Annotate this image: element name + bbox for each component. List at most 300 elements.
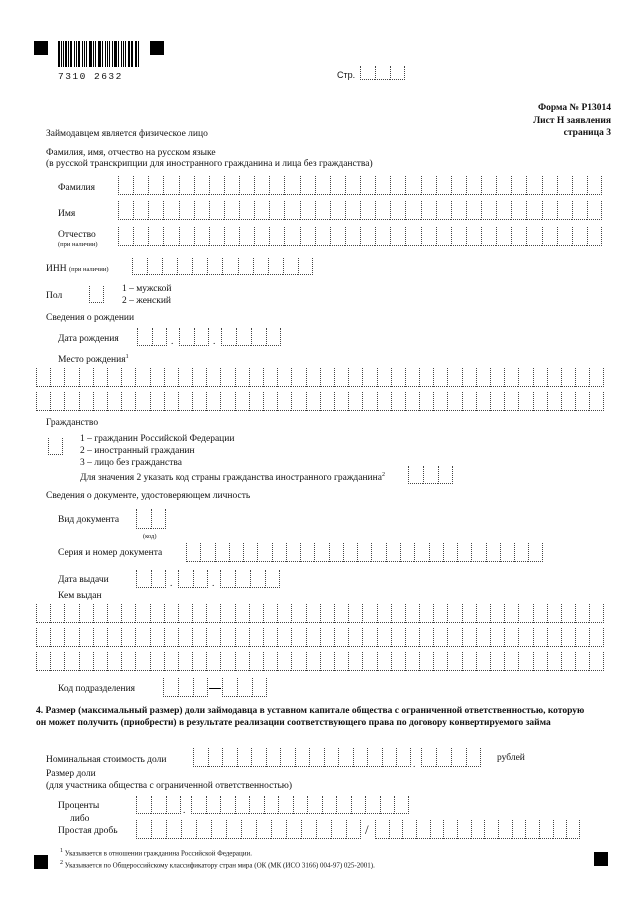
input-cell[interactable] bbox=[423, 466, 438, 484]
input-cell[interactable] bbox=[557, 201, 572, 220]
input-cell[interactable] bbox=[557, 176, 572, 195]
input-cell[interactable] bbox=[206, 392, 220, 411]
input-cell[interactable] bbox=[121, 392, 135, 411]
input-cell[interactable] bbox=[89, 286, 104, 303]
input-cell[interactable] bbox=[293, 796, 308, 814]
input-cell[interactable] bbox=[222, 748, 237, 767]
input-cell[interactable] bbox=[150, 368, 164, 387]
input-cell[interactable] bbox=[476, 628, 490, 647]
input-cell[interactable] bbox=[471, 543, 485, 562]
input-cell[interactable] bbox=[135, 604, 149, 623]
input-cell[interactable] bbox=[208, 748, 223, 767]
input-cell[interactable] bbox=[36, 628, 50, 647]
input-cell[interactable] bbox=[307, 796, 322, 814]
input-cell[interactable] bbox=[151, 820, 166, 839]
input-cell[interactable] bbox=[433, 604, 447, 623]
input-cell[interactable] bbox=[211, 820, 226, 839]
input-cell[interactable] bbox=[320, 368, 334, 387]
input-cell[interactable] bbox=[539, 820, 553, 839]
input-cell[interactable] bbox=[284, 176, 299, 195]
input-cell[interactable] bbox=[107, 368, 121, 387]
input-cell[interactable] bbox=[229, 543, 243, 562]
input-cell[interactable] bbox=[405, 176, 420, 195]
input-cell[interactable] bbox=[322, 796, 337, 814]
input-cell[interactable] bbox=[121, 368, 135, 387]
input-cell[interactable] bbox=[256, 820, 271, 839]
input-cell[interactable] bbox=[405, 628, 419, 647]
input-cell[interactable] bbox=[164, 392, 178, 411]
input-cell[interactable] bbox=[405, 604, 419, 623]
input-cell[interactable] bbox=[50, 652, 64, 671]
input-cell[interactable] bbox=[277, 392, 291, 411]
input-cell[interactable] bbox=[306, 392, 320, 411]
input-cell[interactable] bbox=[486, 543, 500, 562]
input-cell[interactable] bbox=[268, 258, 283, 275]
input-cell[interactable] bbox=[136, 509, 151, 529]
input-cell[interactable] bbox=[50, 392, 64, 411]
input-cell[interactable] bbox=[314, 543, 328, 562]
input-cell[interactable] bbox=[547, 604, 561, 623]
input-cell[interactable] bbox=[150, 628, 164, 647]
input-cell[interactable] bbox=[118, 201, 133, 220]
input-cell[interactable] bbox=[547, 652, 561, 671]
input-cell[interactable] bbox=[284, 227, 299, 246]
input-cell[interactable] bbox=[249, 392, 263, 411]
input-cell[interactable] bbox=[206, 652, 220, 671]
input-cell[interactable] bbox=[263, 628, 277, 647]
input-cell[interactable] bbox=[196, 820, 211, 839]
input-cell[interactable] bbox=[224, 201, 239, 220]
input-cell[interactable] bbox=[121, 628, 135, 647]
input-cell[interactable] bbox=[362, 368, 376, 387]
input-cell[interactable] bbox=[249, 652, 263, 671]
input-cell[interactable] bbox=[306, 652, 320, 671]
input-cell[interactable] bbox=[272, 543, 286, 562]
input-cell[interactable] bbox=[362, 392, 376, 411]
input-cell[interactable] bbox=[269, 227, 284, 246]
input-cell[interactable] bbox=[224, 227, 239, 246]
input-cell[interactable] bbox=[151, 796, 166, 814]
input-cell[interactable] bbox=[209, 176, 224, 195]
input-cell[interactable] bbox=[553, 820, 567, 839]
input-cell[interactable] bbox=[286, 543, 300, 562]
input-cell[interactable] bbox=[79, 652, 93, 671]
input-cell[interactable] bbox=[377, 604, 391, 623]
input-cell[interactable] bbox=[79, 628, 93, 647]
input-cell[interactable] bbox=[151, 570, 166, 588]
input-cell[interactable] bbox=[504, 628, 518, 647]
input-cell[interactable] bbox=[390, 201, 405, 220]
input-cell[interactable] bbox=[443, 820, 457, 839]
input-cell[interactable] bbox=[345, 176, 360, 195]
input-cell[interactable] bbox=[447, 604, 461, 623]
input-cell[interactable] bbox=[150, 392, 164, 411]
input-cell[interactable] bbox=[391, 628, 405, 647]
input-cell[interactable] bbox=[192, 652, 206, 671]
input-cell[interactable] bbox=[135, 628, 149, 647]
input-cell[interactable] bbox=[266, 748, 281, 767]
input-cell[interactable] bbox=[375, 66, 390, 80]
input-cell[interactable] bbox=[561, 628, 575, 647]
input-cell[interactable] bbox=[396, 748, 411, 767]
input-cell[interactable] bbox=[504, 392, 518, 411]
input-cell[interactable] bbox=[533, 368, 547, 387]
sex-field[interactable] bbox=[89, 286, 104, 303]
input-cell[interactable] bbox=[462, 392, 476, 411]
input-cell[interactable] bbox=[329, 543, 343, 562]
input-cell[interactable] bbox=[512, 820, 526, 839]
input-cell[interactable] bbox=[481, 227, 496, 246]
input-cell[interactable] bbox=[118, 227, 133, 246]
input-cell[interactable] bbox=[377, 628, 391, 647]
input-cell[interactable] bbox=[518, 368, 532, 387]
input-cell[interactable] bbox=[419, 652, 433, 671]
input-cell[interactable] bbox=[152, 328, 167, 346]
input-cell[interactable] bbox=[163, 176, 178, 195]
birth-month-field[interactable] bbox=[179, 328, 209, 346]
input-cell[interactable] bbox=[263, 392, 277, 411]
input-cell[interactable] bbox=[575, 368, 589, 387]
input-cell[interactable] bbox=[390, 66, 405, 80]
input-cell[interactable] bbox=[163, 201, 178, 220]
input-cell[interactable] bbox=[64, 368, 78, 387]
input-cell[interactable] bbox=[162, 258, 177, 275]
input-cell[interactable] bbox=[451, 227, 466, 246]
input-cell[interactable] bbox=[575, 604, 589, 623]
input-cell[interactable] bbox=[206, 368, 220, 387]
input-cell[interactable] bbox=[107, 628, 121, 647]
input-cell[interactable] bbox=[263, 604, 277, 623]
input-cell[interactable] bbox=[457, 820, 471, 839]
input-cell[interactable] bbox=[150, 652, 164, 671]
input-cell[interactable] bbox=[389, 820, 403, 839]
input-cell[interactable] bbox=[93, 628, 107, 647]
input-cell[interactable] bbox=[315, 176, 330, 195]
input-cell[interactable] bbox=[194, 176, 209, 195]
input-cell[interactable] bbox=[264, 796, 279, 814]
input-cell[interactable] bbox=[320, 604, 334, 623]
input-cell[interactable] bbox=[121, 652, 135, 671]
input-cell[interactable] bbox=[589, 628, 603, 647]
input-cell[interactable] bbox=[490, 652, 504, 671]
input-cell[interactable] bbox=[284, 201, 299, 220]
input-cell[interactable] bbox=[186, 543, 200, 562]
input-cell[interactable] bbox=[295, 748, 310, 767]
fraction-numerator-field[interactable] bbox=[136, 820, 361, 839]
input-cell[interactable] bbox=[429, 543, 443, 562]
input-cell[interactable] bbox=[179, 328, 194, 346]
input-cell[interactable] bbox=[192, 628, 206, 647]
input-cell[interactable] bbox=[528, 543, 542, 562]
input-cell[interactable] bbox=[526, 201, 541, 220]
input-cell[interactable] bbox=[64, 604, 78, 623]
input-cell[interactable] bbox=[249, 368, 263, 387]
input-cell[interactable] bbox=[280, 748, 295, 767]
input-cell[interactable] bbox=[589, 392, 603, 411]
input-cell[interactable] bbox=[443, 543, 457, 562]
input-cell[interactable] bbox=[192, 604, 206, 623]
input-cell[interactable] bbox=[436, 201, 451, 220]
input-cell[interactable] bbox=[360, 201, 375, 220]
input-cell[interactable] bbox=[151, 509, 166, 529]
input-cell[interactable] bbox=[481, 176, 496, 195]
percent-integer-field[interactable] bbox=[136, 796, 181, 814]
input-cell[interactable] bbox=[408, 466, 423, 484]
input-cell[interactable] bbox=[447, 368, 461, 387]
input-cell[interactable] bbox=[405, 652, 419, 671]
input-cell[interactable] bbox=[348, 628, 362, 647]
input-cell[interactable] bbox=[235, 604, 249, 623]
input-cell[interactable] bbox=[269, 176, 284, 195]
input-cell[interactable] bbox=[291, 628, 305, 647]
input-cell[interactable] bbox=[277, 628, 291, 647]
input-cell[interactable] bbox=[380, 796, 395, 814]
input-cell[interactable] bbox=[348, 392, 362, 411]
input-cell[interactable] bbox=[137, 328, 152, 346]
input-cell[interactable] bbox=[243, 543, 257, 562]
input-cell[interactable] bbox=[64, 652, 78, 671]
input-cell[interactable] bbox=[377, 368, 391, 387]
input-cell[interactable] bbox=[375, 201, 390, 220]
input-cell[interactable] bbox=[518, 628, 532, 647]
birth-place-field-row-1[interactable] bbox=[36, 368, 604, 387]
input-cell[interactable] bbox=[466, 201, 481, 220]
input-cell[interactable] bbox=[291, 652, 305, 671]
input-cell[interactable] bbox=[362, 628, 376, 647]
document-type-field[interactable] bbox=[136, 509, 166, 529]
issue-day-field[interactable] bbox=[136, 570, 166, 588]
input-cell[interactable] bbox=[178, 570, 193, 588]
input-cell[interactable] bbox=[526, 176, 541, 195]
input-cell[interactable] bbox=[271, 820, 286, 839]
input-cell[interactable] bbox=[391, 604, 405, 623]
input-cell[interactable] bbox=[390, 227, 405, 246]
input-cell[interactable] bbox=[557, 227, 572, 246]
division-code-field-1[interactable] bbox=[163, 678, 208, 697]
input-cell[interactable] bbox=[235, 392, 249, 411]
input-cell[interactable] bbox=[375, 227, 390, 246]
input-cell[interactable] bbox=[447, 392, 461, 411]
input-cell[interactable] bbox=[178, 678, 193, 697]
input-cell[interactable] bbox=[136, 570, 151, 588]
input-cell[interactable] bbox=[362, 652, 376, 671]
input-cell[interactable] bbox=[447, 628, 461, 647]
input-cell[interactable] bbox=[526, 227, 541, 246]
input-cell[interactable] bbox=[481, 201, 496, 220]
input-cell[interactable] bbox=[462, 604, 476, 623]
input-cell[interactable] bbox=[414, 543, 428, 562]
input-cell[interactable] bbox=[249, 796, 264, 814]
input-cell[interactable] bbox=[193, 570, 208, 588]
input-cell[interactable] bbox=[504, 368, 518, 387]
input-cell[interactable] bbox=[207, 258, 222, 275]
series-field[interactable] bbox=[186, 543, 543, 562]
input-cell[interactable] bbox=[345, 227, 360, 246]
input-cell[interactable] bbox=[179, 227, 194, 246]
input-cell[interactable] bbox=[394, 796, 409, 814]
input-cell[interactable] bbox=[334, 604, 348, 623]
input-cell[interactable] bbox=[93, 368, 107, 387]
input-cell[interactable] bbox=[518, 604, 532, 623]
input-cell[interactable] bbox=[462, 368, 476, 387]
nominal-rubles-field[interactable] bbox=[193, 748, 411, 767]
input-cell[interactable] bbox=[121, 604, 135, 623]
input-cell[interactable] bbox=[360, 176, 375, 195]
surname-field[interactable] bbox=[118, 176, 602, 195]
input-cell[interactable] bbox=[254, 176, 269, 195]
input-cell[interactable] bbox=[346, 820, 361, 839]
input-cell[interactable] bbox=[533, 604, 547, 623]
input-cell[interactable] bbox=[286, 820, 301, 839]
input-cell[interactable] bbox=[36, 392, 50, 411]
input-cell[interactable] bbox=[209, 227, 224, 246]
input-cell[interactable] bbox=[334, 392, 348, 411]
input-cell[interactable] bbox=[235, 796, 250, 814]
input-cell[interactable] bbox=[421, 227, 436, 246]
input-cell[interactable] bbox=[36, 652, 50, 671]
input-cell[interactable] bbox=[587, 201, 602, 220]
input-cell[interactable] bbox=[306, 368, 320, 387]
country-code-field[interactable] bbox=[408, 466, 453, 484]
input-cell[interactable] bbox=[300, 543, 314, 562]
input-cell[interactable] bbox=[163, 227, 178, 246]
birth-day-field[interactable] bbox=[137, 328, 167, 346]
input-cell[interactable] bbox=[241, 820, 256, 839]
input-cell[interactable] bbox=[36, 368, 50, 387]
input-cell[interactable] bbox=[254, 227, 269, 246]
input-cell[interactable] bbox=[386, 543, 400, 562]
input-cell[interactable] bbox=[433, 392, 447, 411]
input-cell[interactable] bbox=[309, 748, 324, 767]
input-cell[interactable] bbox=[334, 368, 348, 387]
input-cell[interactable] bbox=[348, 368, 362, 387]
input-cell[interactable] bbox=[148, 227, 163, 246]
input-cell[interactable] bbox=[466, 227, 481, 246]
input-cell[interactable] bbox=[336, 796, 351, 814]
input-cell[interactable] bbox=[300, 201, 315, 220]
input-cell[interactable] bbox=[306, 628, 320, 647]
input-cell[interactable] bbox=[178, 628, 192, 647]
input-cell[interactable] bbox=[135, 392, 149, 411]
input-cell[interactable] bbox=[451, 201, 466, 220]
input-cell[interactable] bbox=[278, 796, 293, 814]
input-cell[interactable] bbox=[193, 678, 208, 697]
input-cell[interactable] bbox=[179, 201, 194, 220]
input-cell[interactable] bbox=[194, 227, 209, 246]
input-cell[interactable] bbox=[251, 748, 266, 767]
input-cell[interactable] bbox=[320, 628, 334, 647]
input-cell[interactable] bbox=[518, 392, 532, 411]
input-cell[interactable] bbox=[572, 201, 587, 220]
input-cell[interactable] bbox=[476, 652, 490, 671]
input-cell[interactable] bbox=[436, 227, 451, 246]
input-cell[interactable] bbox=[206, 604, 220, 623]
input-cell[interactable] bbox=[330, 201, 345, 220]
input-cell[interactable] bbox=[421, 748, 436, 767]
input-cell[interactable] bbox=[238, 258, 253, 275]
input-cell[interactable] bbox=[575, 652, 589, 671]
input-cell[interactable] bbox=[365, 796, 380, 814]
input-cell[interactable] bbox=[147, 258, 162, 275]
input-cell[interactable] bbox=[391, 368, 405, 387]
input-cell[interactable] bbox=[192, 368, 206, 387]
input-cell[interactable] bbox=[400, 543, 414, 562]
input-cell[interactable] bbox=[266, 328, 281, 346]
fraction-denominator-field[interactable] bbox=[375, 820, 580, 839]
input-cell[interactable] bbox=[133, 227, 148, 246]
input-cell[interactable] bbox=[48, 438, 63, 455]
input-cell[interactable] bbox=[589, 604, 603, 623]
input-cell[interactable] bbox=[164, 652, 178, 671]
input-cell[interactable] bbox=[367, 748, 382, 767]
input-cell[interactable] bbox=[330, 227, 345, 246]
input-cell[interactable] bbox=[371, 543, 385, 562]
input-cell[interactable] bbox=[338, 748, 353, 767]
input-cell[interactable] bbox=[490, 604, 504, 623]
input-cell[interactable] bbox=[220, 628, 234, 647]
input-cell[interactable] bbox=[148, 201, 163, 220]
input-cell[interactable] bbox=[375, 820, 389, 839]
input-cell[interactable] bbox=[525, 820, 539, 839]
input-cell[interactable] bbox=[362, 604, 376, 623]
input-cell[interactable] bbox=[547, 368, 561, 387]
input-cell[interactable] bbox=[421, 176, 436, 195]
input-cell[interactable] bbox=[249, 604, 263, 623]
input-cell[interactable] bbox=[239, 227, 254, 246]
input-cell[interactable] bbox=[547, 392, 561, 411]
input-cell[interactable] bbox=[561, 652, 575, 671]
input-cell[interactable] bbox=[542, 227, 557, 246]
input-cell[interactable] bbox=[490, 628, 504, 647]
input-cell[interactable] bbox=[291, 368, 305, 387]
input-cell[interactable] bbox=[107, 604, 121, 623]
input-cell[interactable] bbox=[206, 796, 221, 814]
input-cell[interactable] bbox=[315, 201, 330, 220]
input-cell[interactable] bbox=[191, 796, 206, 814]
input-cell[interactable] bbox=[561, 368, 575, 387]
input-cell[interactable] bbox=[220, 570, 235, 588]
input-cell[interactable] bbox=[277, 368, 291, 387]
division-code-field-2[interactable] bbox=[222, 678, 267, 697]
input-cell[interactable] bbox=[253, 258, 268, 275]
input-cell[interactable] bbox=[451, 176, 466, 195]
input-cell[interactable] bbox=[237, 748, 252, 767]
input-cell[interactable] bbox=[334, 652, 348, 671]
input-cell[interactable] bbox=[179, 176, 194, 195]
input-cell[interactable] bbox=[377, 392, 391, 411]
input-cell[interactable] bbox=[263, 368, 277, 387]
page-number-field[interactable] bbox=[360, 66, 405, 80]
input-cell[interactable] bbox=[419, 628, 433, 647]
input-cell[interactable] bbox=[135, 368, 149, 387]
input-cell[interactable] bbox=[300, 176, 315, 195]
input-cell[interactable] bbox=[375, 176, 390, 195]
input-cell[interactable] bbox=[490, 368, 504, 387]
input-cell[interactable] bbox=[419, 368, 433, 387]
input-cell[interactable] bbox=[291, 392, 305, 411]
input-cell[interactable] bbox=[164, 604, 178, 623]
input-cell[interactable] bbox=[433, 368, 447, 387]
input-cell[interactable] bbox=[300, 227, 315, 246]
birth-year-field[interactable] bbox=[221, 328, 281, 346]
input-cell[interactable] bbox=[345, 201, 360, 220]
input-cell[interactable] bbox=[178, 368, 192, 387]
input-cell[interactable] bbox=[405, 227, 420, 246]
input-cell[interactable] bbox=[239, 176, 254, 195]
input-cell[interactable] bbox=[514, 543, 528, 562]
input-cell[interactable] bbox=[438, 466, 453, 484]
input-cell[interactable] bbox=[405, 201, 420, 220]
